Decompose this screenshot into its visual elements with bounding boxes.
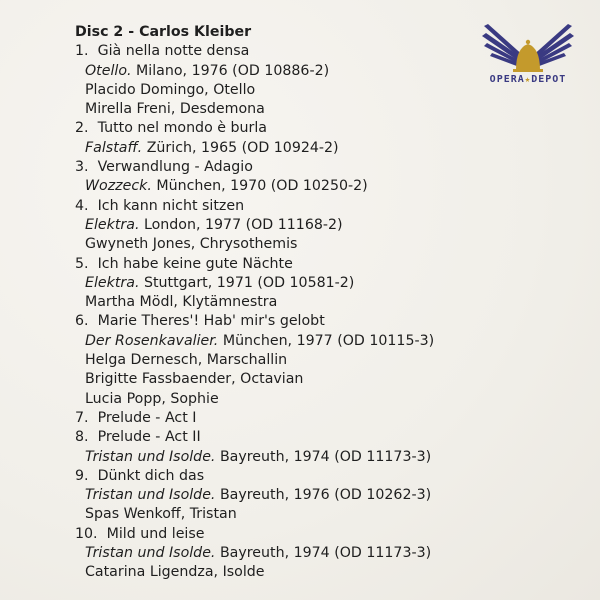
track-title-line: [75, 197, 475, 216]
track-number: 6.: [75, 313, 89, 330]
performance-info: Stuttgart, 1971 (OD 10581-2): [139, 274, 355, 291]
track-title-line: [75, 428, 475, 447]
performance-info: London, 1977 (OD 11168-2): [139, 216, 343, 233]
cast-member: Mirella Freni, Desdemona: [85, 101, 265, 118]
cast-member: Catarina Ligendza, Isolde: [85, 564, 265, 581]
cast-member: Gwyneth Jones, Chrysothemis: [85, 236, 298, 253]
track-title: Ich habe keine gute Nächte: [97, 255, 293, 272]
track-number: 7.: [75, 409, 89, 426]
track-title: Marie Theres'! Hab' mir's gelobt: [97, 313, 325, 330]
track-number: 8.: [75, 429, 89, 446]
track-source-line: [75, 177, 475, 196]
opera-title: Tristan und Isolde.: [85, 448, 216, 465]
track-listing: [75, 23, 475, 583]
track-source-line: [75, 448, 475, 467]
track-number: 3.: [75, 159, 89, 176]
track-source-line: [75, 486, 475, 505]
track-title-line: [75, 42, 475, 61]
performance-info: München, 1970 (OD 10250-2): [151, 178, 368, 195]
cast-member: Spas Wenkoff, Tristan: [85, 506, 237, 523]
track-source-line: [75, 139, 475, 158]
track-title: Tutto nel mondo è burla: [97, 120, 267, 137]
performance-info: Milano, 1976 (OD 10886-2): [131, 62, 330, 79]
track-title: Già nella notte densa: [97, 43, 250, 60]
track-source-line: [75, 216, 475, 235]
track-title-line: [75, 312, 475, 331]
opera-title: Der Rosenkavalier.: [85, 332, 219, 349]
cast-member: Helga Dernesch, Marschallin: [85, 352, 288, 369]
track-number: 4.: [75, 197, 89, 214]
performance-info: München, 1977 (OD 10115-3): [218, 332, 435, 349]
opera-title: Falstaff.: [85, 139, 143, 156]
track-title-line: [75, 525, 475, 544]
opera-title: Wozzeck.: [85, 178, 152, 195]
performance-info: Bayreuth, 1974 (OD 11173-3): [215, 545, 432, 562]
opera-title: Elektra.: [85, 216, 140, 233]
opera-depot-logo: [478, 18, 578, 93]
track-number: 9.: [75, 467, 89, 484]
track-list: [75, 42, 475, 582]
cast-member: Placido Domingo, Otello: [85, 81, 256, 98]
track-title-line: [75, 255, 475, 274]
track-source-line: [75, 544, 475, 563]
performance-info: Bayreuth, 1976 (OD 10262-3): [215, 487, 432, 504]
winged-bell-icon: [478, 18, 578, 76]
track-source-line: [75, 274, 475, 293]
opera-title: Elektra.: [85, 274, 140, 291]
track-title: Ich kann nicht sitzen: [97, 197, 245, 214]
track-title: Prelude - Act II: [97, 429, 201, 446]
track-title-line: [75, 409, 475, 428]
opera-title: Otello.: [85, 62, 132, 79]
disc-title: Disc 2 - Carlos Kleiber: [75, 24, 252, 40]
track-source-line: [75, 62, 475, 81]
performance-info: Bayreuth, 1974 (OD 11173-3): [215, 448, 432, 465]
track-number: 5.: [75, 255, 89, 272]
cast-member: Brigitte Fassbaender, Octavian: [85, 371, 304, 388]
logo-wordmark: OPERA★DEPOT: [489, 74, 567, 85]
track-title: Prelude - Act I: [97, 409, 197, 426]
opera-title: Tristan und Isolde.: [85, 487, 216, 504]
track-title-line: [75, 158, 475, 177]
track-title: Mild und leise: [106, 525, 205, 542]
track-title: Dünkt dich das: [97, 467, 205, 484]
cast-member: Lucia Popp, Sophie: [85, 390, 219, 407]
track-number: 2.: [75, 120, 89, 137]
track-number: 10.: [75, 525, 98, 542]
performance-info: Zürich, 1965 (OD 10924-2): [142, 139, 339, 156]
cast-member: Martha Mödl, Klytämnestra: [85, 294, 278, 311]
track-number: 1.: [75, 43, 89, 60]
track-title: Verwandlung - Adagio: [97, 159, 253, 176]
track-title-line: [75, 467, 475, 486]
track-source-line: [75, 332, 475, 351]
opera-title: Tristan und Isolde.: [85, 545, 216, 562]
track-title-line: [75, 119, 475, 138]
